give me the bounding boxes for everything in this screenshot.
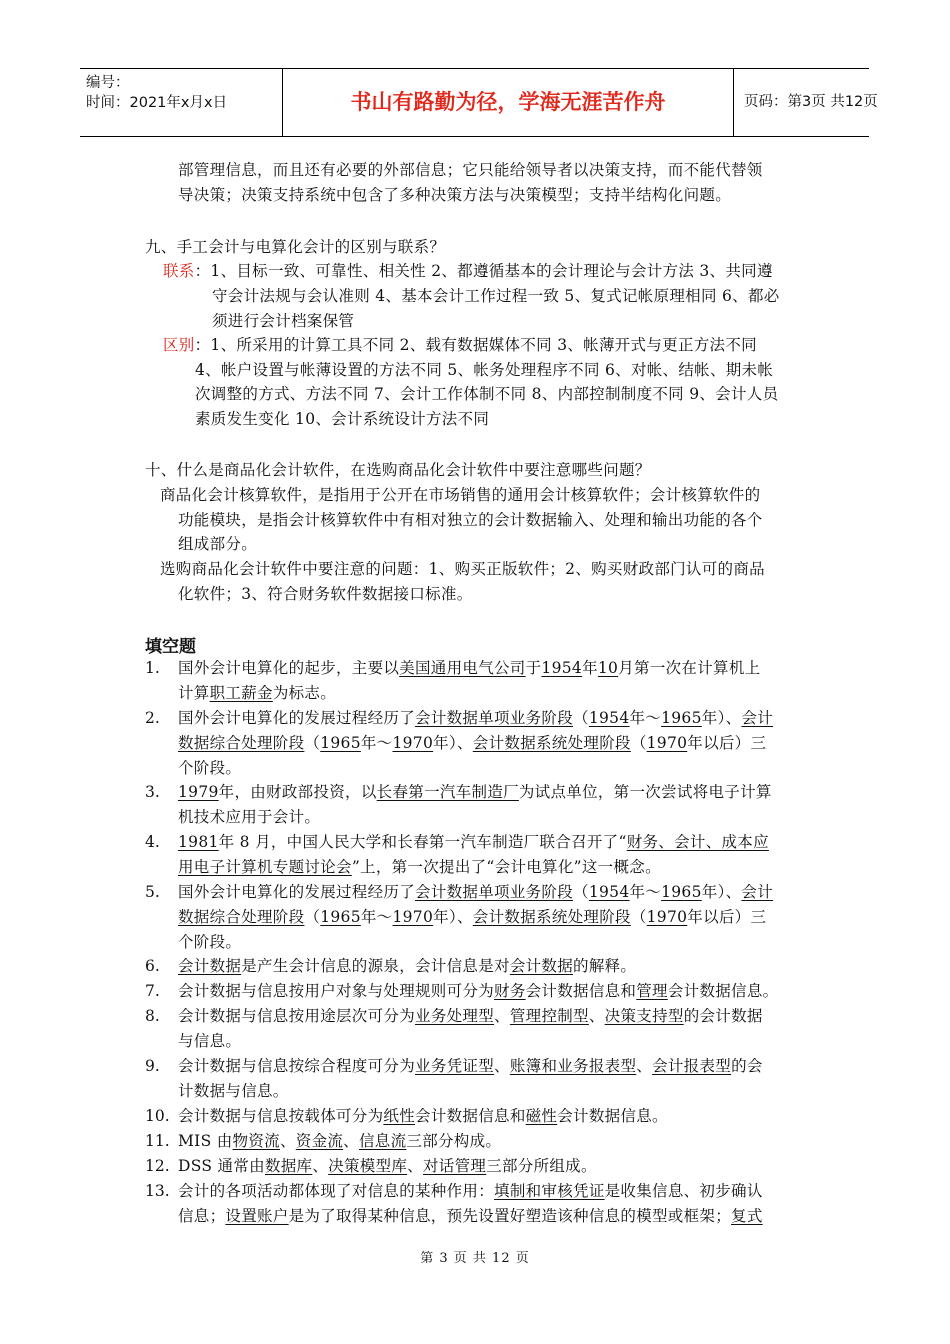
item-13-line: 会计的各项活动都体现了对信息的某种作用：填制和审核凭证是收集信息、初步确认: [178, 1182, 763, 1200]
item-number: 5.: [145, 883, 160, 901]
item-3-line: 1979年，由财政部投资，以长春第一汽车制造厂为试点单位，第一次尝试将电子计算: [178, 783, 772, 801]
item-number: 11.: [145, 1132, 170, 1150]
date-label: 时间：2021年x月x日: [86, 95, 228, 111]
item-number: 1.: [145, 659, 160, 677]
intro-line: 部管理信息，而且还有必要的外部信息；它只能给领导者以决策支持，而不能代替领: [178, 161, 763, 179]
link-line: 须进行会计档案保管: [212, 312, 355, 330]
diff-label: 区别: [163, 336, 195, 354]
item-5-line: 数据综合处理阶段（1965年～1970年）、会计数据系统处理阶段（1970年以后）三: [178, 908, 767, 926]
item-11-line: MIS 由物资流、资金流、信息流三部分构成。: [178, 1132, 502, 1150]
link-label: 联系: [163, 262, 195, 280]
item-number: 10.: [145, 1107, 170, 1125]
q10-p1-line: 商品化会计核算软件，是指用于公开在市场销售的通用会计核算软件；会计核算软件的: [160, 486, 761, 504]
header-meta: [80, 69, 282, 136]
link-line: 联系：1、目标一致、可靠性、相关性 2、都遵循基本的会计理论与会计方法 3、共同遵: [163, 262, 773, 280]
item-6-line: 会计数据是产生会计信息的源泉，会计信息是对会计数据的解释。: [178, 957, 637, 975]
item-number: 9.: [145, 1057, 160, 1075]
page-footer: 第 3 页 共 12 页: [420, 1251, 530, 1266]
item-4-line: 用电子计算机专题讨论会”上，第一次提出了“会计电算化”这一概念。: [178, 858, 661, 876]
item-8-line: 会计数据与信息按用途层次可分为业务处理型、管理控制型、决策支持型的会计数据: [178, 1007, 763, 1025]
item-number: 2.: [145, 709, 160, 727]
item-4-line: 1981年 8 月，中国人民大学和长春第一汽车制造厂联合召开了“财务、会计、成本应: [178, 833, 769, 851]
page-header: [80, 68, 878, 137]
item-2-line: 数据综合处理阶段（1965年～1970年）、会计数据系统处理阶段（1970年以后）三: [178, 734, 767, 752]
number-label: 编号：: [86, 75, 130, 91]
item-number: 6.: [145, 957, 160, 975]
item-number: 13.: [145, 1182, 170, 1200]
question-9-title: 九、手工会计与电算化会计的区别与联系？: [145, 238, 446, 256]
diff-line: 素质发生变化 10、会计系统设计方法不同: [195, 410, 490, 428]
item-8-line: 与信息。: [178, 1032, 242, 1050]
header-motto: 书山有路勤为径，学海无涯苦作舟: [282, 69, 734, 136]
intro-line: 导决策；决策支持系统中包含了多种决策方法与决策模型；支持半结构化问题。: [178, 186, 732, 204]
item-10-line: 会计数据与信息按载体可分为纸性会计数据信息和磁性会计数据信息。: [178, 1107, 668, 1125]
item-number: 3.: [145, 783, 160, 801]
question-10-title: 十、什么是商品化会计软件，在选购商品化会计软件中要注意哪些问题？: [145, 461, 651, 479]
item-1-line: 计算职工薪金为标志。: [178, 684, 337, 702]
item-5-line: 个阶段。: [178, 933, 242, 951]
item-3-line: 机技术应用于会计。: [178, 808, 321, 826]
item-13-line: 信息；设置账户是为了取得某种信息，预先设置好塑造该种信息的模型或框架；复式: [178, 1207, 763, 1225]
item-number: 7.: [145, 982, 160, 1000]
item-number: 8.: [145, 1007, 160, 1025]
item-number: 12.: [145, 1157, 170, 1175]
q10-p1-line: 功能模块，是指会计核算软件中有相对独立的会计数据输入、处理和输出功能的各个: [178, 511, 763, 529]
item-12-line: DSS 通常由数据库、决策模型库、对话管理三部分所组成。: [178, 1157, 597, 1175]
diff-line: 次调整的方式、方法不同 7、会计工作体制不同 8、内部控制制度不同 9、会计人员: [195, 385, 779, 403]
diff-line: 区别：1、所采用的计算工具不同 2、载有数据媒体不同 3、帐薄开式与更正方法不同: [163, 336, 757, 354]
fill-heading: 填空题: [145, 637, 196, 657]
q10-p1-line: 组成部分。: [178, 535, 258, 553]
item-7-line: 会计数据与信息按用户对象与处理规则可分为财务会计数据信息和管理会计数据信息。: [178, 982, 779, 1000]
item-2-line: 个阶段。: [178, 759, 242, 777]
item-5-line: 国外会计电算化的发展过程经历了会计数据单项业务阶段（1954年～1965年）、会计: [178, 883, 774, 901]
item-1-line: 国外会计电算化的起步，主要以美国通用电气公司于1954年10月第一次在计算机上: [178, 659, 761, 677]
q10-p2-line: 选购商品化会计软件中要注意的问题：1、购买正版软件；2、购买财政部门认可的商品: [160, 560, 765, 578]
item-9-line: 会计数据与信息按综合程度可分为业务凭证型、账簿和业务报表型、会计报表型的会: [178, 1057, 763, 1075]
item-2-line: 国外会计电算化的发展过程经历了会计数据单项业务阶段（1954年～1965年）、会计: [178, 709, 774, 727]
q10-p2-line: 化软件；3、符合财务软件数据接口标准。: [178, 585, 473, 603]
link-line: 守会计法规与会认准则 4、基本会计工作过程一致 5、复式记帐原理相同 6、都必: [212, 287, 780, 305]
item-number: 4.: [145, 833, 160, 851]
item-9-line: 计数据与信息。: [178, 1082, 289, 1100]
header-page-label: 页码：第3页 共12页: [744, 94, 878, 110]
diff-line: 4、帐户设置与帐薄设置的方法不同 5、帐务处理程序不同 6、对帐、结帐、期未帐: [195, 361, 774, 379]
